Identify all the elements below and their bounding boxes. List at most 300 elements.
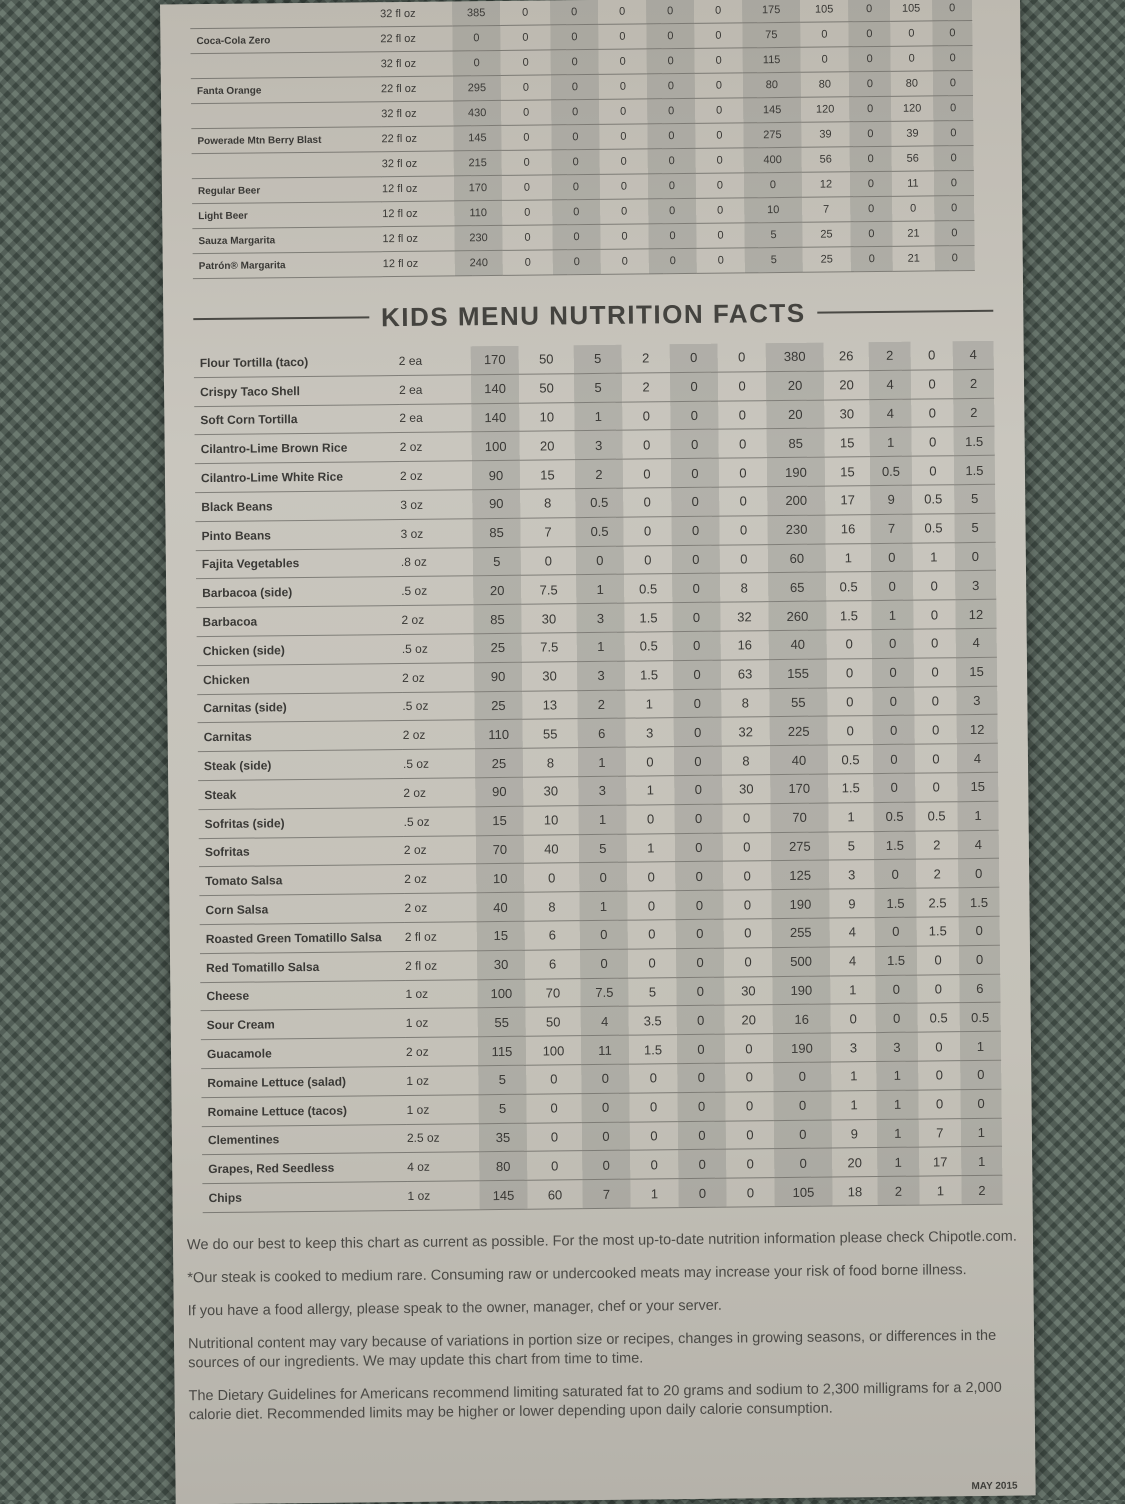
nutrition-value: 0 (648, 198, 696, 224)
nutrition-value: 0 (849, 96, 891, 121)
nutrition-value: 12 (955, 599, 996, 628)
nutrition-value: 0 (626, 747, 674, 776)
nutrition-value: 0 (550, 24, 598, 50)
nutrition-value: 1 (869, 428, 911, 457)
nutrition-value: 0 (677, 1063, 725, 1092)
nutrition-value: 1 (630, 1179, 678, 1208)
nutrition-value: 1.5 (875, 946, 917, 975)
item-name: Clementines (202, 1124, 407, 1155)
nutrition-value: 7 (870, 514, 912, 543)
nutrition-value: 21 (892, 221, 934, 246)
nutrition-value: 25 (475, 748, 523, 777)
nutrition-value: 1 (828, 802, 873, 831)
nutrition-value: 275 (771, 832, 829, 861)
nutrition-value: 0 (624, 545, 672, 574)
title-rule-right (818, 310, 994, 314)
kids-nutrition-table (194, 341, 1003, 1213)
nutrition-value: 0 (579, 863, 627, 892)
serving-size: .5 oz (402, 634, 474, 664)
nutrition-value: 0 (911, 341, 953, 370)
nutrition-value: 0 (580, 920, 628, 949)
nutrition-value: 0 (872, 629, 914, 658)
nutrition-value: 0 (726, 1120, 774, 1149)
note-steak-medium-rare: *Our steak is cooked to medium rare. Consuming raw or undercooked meats may increase your risk of food borne illness. (187, 1262, 967, 1287)
nutrition-value: 35 (479, 1123, 527, 1152)
nutrition-value: 0 (551, 99, 599, 125)
nutrition-value: 56 (802, 147, 850, 173)
nutrition-value: 0 (629, 1064, 677, 1093)
nutrition-value: 0 (500, 25, 550, 51)
nutrition-value: 1 (871, 600, 913, 629)
nutrition-value: 10 (523, 805, 578, 834)
nutrition-value: 0 (933, 70, 973, 95)
serving-size: 3 oz (400, 519, 472, 549)
nutrition-value: 3 (829, 860, 874, 889)
nutrition-value: 5 (473, 547, 521, 576)
serving-size: 1 oz (405, 979, 477, 1009)
nutrition-value: 0 (915, 773, 957, 802)
nutrition-value: 20 (725, 1005, 773, 1034)
nutrition-value: 170 (770, 774, 828, 803)
nutrition-value: 5 (744, 222, 802, 248)
nutrition-value: 0 (580, 949, 628, 978)
nutrition-value: 0 (874, 859, 916, 888)
nutrition-value: 400 (744, 147, 802, 173)
nutrition-value: 6 (525, 949, 580, 978)
nutrition-value: 80 (891, 71, 933, 96)
nutrition-value: 4 (869, 370, 911, 399)
nutrition-value: 6 (578, 719, 626, 748)
nutrition-value: 6 (959, 974, 1000, 1003)
nutrition-value: 0 (647, 98, 695, 124)
serving-size: 2 oz (404, 893, 476, 923)
nutrition-value: 39 (801, 122, 849, 148)
nutrition-value: 50 (519, 345, 574, 374)
nutrition-value: 0 (773, 1062, 831, 1091)
nutrition-value: 0 (672, 574, 720, 603)
nutrition-value: 0 (675, 861, 723, 890)
serving-size: 2.5 oz (407, 1123, 479, 1153)
nutrition-value: 25 (802, 222, 850, 248)
nutrition-value: 0 (719, 515, 767, 544)
nutrition-value: 0 (524, 863, 579, 892)
nutrition-value: 175 (742, 0, 800, 23)
nutrition-value: 140 (471, 374, 519, 403)
nutrition-card (160, 0, 1036, 1504)
nutrition-value: 0.5 (960, 1003, 1001, 1032)
nutrition-value: 1 (578, 747, 626, 776)
nutrition-value: 16 (825, 514, 870, 543)
item-name: Sour Cream (201, 1009, 406, 1040)
item-name: Regular Beer (192, 177, 382, 204)
nutrition-value: 190 (773, 1033, 831, 1062)
nutrition-value: 1 (877, 1147, 919, 1176)
item-name: Cilantro-Lime White Rice (195, 462, 400, 493)
nutrition-value: 80 (479, 1152, 527, 1181)
nutrition-value: 0 (627, 862, 675, 891)
nutrition-value: 0 (526, 1065, 581, 1094)
serving-size: .5 oz (401, 576, 473, 606)
item-name: Steak (side) (198, 750, 403, 781)
nutrition-value: 1 (913, 542, 955, 571)
serving-size: 12 fl oz (382, 201, 454, 227)
nutrition-value: 0 (677, 1034, 725, 1063)
nutrition-value: 0 (723, 832, 771, 861)
nutrition-value: 0 (673, 660, 721, 689)
nutrition-value: 8 (720, 573, 768, 602)
nutrition-value: 0 (598, 24, 646, 50)
serving-size: 32 fl oz (382, 151, 454, 177)
nutrition-value: 0 (670, 344, 718, 373)
serving-size: 2 oz (406, 1037, 478, 1067)
nutrition-value: 5 (628, 977, 676, 1006)
nutrition-value: 25 (474, 691, 522, 720)
nutrition-value: 30 (521, 604, 576, 633)
nutrition-value: 30 (523, 777, 578, 806)
nutrition-value: 20 (473, 576, 521, 605)
nutrition-value: 0 (674, 718, 722, 747)
nutrition-value: 0 (501, 100, 551, 126)
nutrition-value: 0 (848, 21, 890, 46)
nutrition-value: 0 (552, 174, 600, 200)
nutrition-value: 200 (767, 486, 825, 515)
nutrition-value: 40 (769, 630, 827, 659)
nutrition-value: 39 (891, 121, 933, 146)
nutrition-value: 0 (551, 49, 599, 75)
nutrition-value: 0 (675, 890, 723, 919)
nutrition-value: 26 (824, 342, 869, 371)
nutrition-value: 11 (892, 171, 934, 196)
nutrition-value: 0 (628, 920, 676, 949)
nutrition-value: 0 (719, 458, 767, 487)
nutrition-value: 1.5 (953, 427, 994, 456)
nutrition-value: 190 (767, 457, 825, 486)
nutrition-value: 17 (919, 1147, 961, 1176)
nutrition-value: 5 (829, 831, 874, 860)
note-nutritional-variation: Nutritional content may vary because of variations in portion size or recipes, changes in growing seasons, or differences in the sources of our ingredients. We may update this chart from time to time. (187, 1327, 997, 1372)
serving-size: 22 fl oz (380, 26, 452, 52)
nutrition-value: 0 (725, 1063, 773, 1092)
nutrition-value: 90 (472, 460, 520, 489)
nutrition-value: 0.5 (912, 513, 954, 542)
nutrition-value: 0 (674, 775, 722, 804)
nutrition-value: 8 (721, 688, 769, 717)
nutrition-value: 4 (956, 628, 997, 657)
nutrition-value: 0 (551, 74, 599, 100)
nutrition-value: 70 (770, 803, 828, 832)
nutrition-value: 0 (723, 890, 771, 919)
nutrition-value: 3 (956, 686, 997, 715)
nutrition-value: 295 (453, 75, 501, 101)
nutrition-value: 0 (648, 173, 696, 199)
nutrition-value: 1.5 (625, 660, 673, 689)
nutrition-value: 1 (626, 776, 674, 805)
serving-size: 3 oz (400, 490, 472, 520)
item-name: Fanta Orange (191, 77, 381, 104)
nutrition-value: 40 (476, 892, 524, 921)
nutrition-value: 115 (478, 1036, 526, 1065)
nutrition-value: 215 (454, 150, 502, 176)
nutrition-value: 120 (891, 96, 933, 121)
item-name: Coca-Cola Zero (190, 27, 380, 54)
nutrition-value: 15 (520, 460, 575, 489)
nutrition-value: 4 (581, 1006, 629, 1035)
nutrition-value: 0 (622, 401, 670, 430)
nutrition-value: 20 (824, 370, 869, 399)
item-name: Light Beer (192, 202, 382, 229)
nutrition-value: 3 (577, 661, 625, 690)
nutrition-value: 0 (647, 48, 695, 74)
nutrition-value: 275 (743, 122, 801, 148)
item-name: Cilantro-Lime Brown Rice (195, 433, 400, 464)
nutrition-value: 0 (955, 542, 996, 571)
nutrition-value: 0 (626, 804, 674, 833)
kids-menu-title: KIDS MENU NUTRITION FACTS (380, 297, 806, 332)
nutrition-value: 5 (954, 484, 995, 513)
serving-size: .8 oz (401, 547, 473, 577)
nutrition-value: 0 (726, 1149, 774, 1178)
nutrition-value: 0 (649, 248, 697, 274)
nutrition-value: 255 (772, 918, 830, 947)
nutrition-value: 0 (627, 891, 675, 920)
nutrition-value: 0 (850, 171, 892, 196)
nutrition-value: 15 (825, 457, 870, 486)
nutrition-value: 225 (770, 716, 828, 745)
nutrition-value: 7 (582, 1179, 630, 1208)
nutrition-value: 0 (676, 977, 724, 1006)
nutrition-value: 0 (915, 715, 957, 744)
nutrition-value: 0.5 (870, 456, 912, 485)
nutrition-value: 85 (767, 428, 825, 457)
nutrition-value: 1 (960, 1031, 1001, 1060)
nutrition-value: 1 (576, 575, 624, 604)
nutrition-value: 0 (871, 543, 913, 572)
nutrition-value: 0 (501, 75, 551, 101)
item-name: Chips (202, 1182, 407, 1213)
nutrition-value: 5 (745, 247, 803, 273)
nutrition-value: 0 (932, 0, 972, 21)
nutrition-value: 0 (694, 0, 742, 23)
nutrition-value: 0 (694, 23, 742, 49)
nutrition-value: 4 (958, 830, 999, 859)
nutrition-value: 0.5 (918, 1003, 960, 1032)
nutrition-value: 2 (953, 398, 994, 427)
nutrition-value: 0 (453, 50, 501, 76)
nutrition-value: 4 (830, 946, 875, 975)
nutrition-value: 3 (576, 603, 624, 632)
nutrition-value: 0 (502, 150, 552, 176)
item-name: Soft Corn Tortilla (194, 404, 399, 435)
nutrition-value: 0 (527, 1151, 582, 1180)
nutrition-value: 0.5 (915, 801, 957, 830)
nutrition-value: 0 (670, 401, 718, 430)
nutrition-value: 0 (501, 125, 551, 151)
nutrition-value: 105 (774, 1177, 832, 1206)
title-rule-left (193, 316, 369, 320)
nutrition-value: 55 (478, 1008, 526, 1037)
nutrition-value: 1.5 (629, 1035, 677, 1064)
nutrition-value: 0 (599, 49, 647, 75)
nutrition-value: 0 (628, 948, 676, 977)
nutrition-value: 5 (478, 1094, 526, 1123)
nutrition-value: 0 (600, 149, 648, 175)
nutrition-value: 0 (892, 196, 934, 221)
nutrition-value: 0 (831, 1004, 876, 1033)
nutrition-value: 0 (849, 71, 891, 96)
nutrition-value: 9 (832, 1119, 877, 1148)
nutrition-value: 1.5 (917, 917, 959, 946)
nutrition-value: 0 (647, 123, 695, 149)
nutrition-value: 2 (877, 1176, 919, 1205)
nutrition-value: 0 (873, 773, 915, 802)
nutrition-value: 1.5 (874, 888, 916, 917)
nutrition-value: 0 (918, 1089, 960, 1118)
nutrition-value: 1 (625, 689, 673, 718)
nutrition-value: 0 (959, 916, 1000, 945)
item-name: Pinto Beans (195, 519, 400, 550)
nutrition-value: 0 (502, 175, 552, 201)
nutrition-value: 70 (525, 978, 580, 1007)
nutrition-value: 0 (959, 945, 1000, 974)
item-name (191, 102, 381, 129)
nutrition-value: 0 (600, 224, 648, 250)
nutrition-value: 1.5 (874, 831, 916, 860)
nutrition-value: 0 (720, 544, 768, 573)
nutrition-value: 3.5 (629, 1006, 677, 1035)
nutrition-value: 85 (472, 518, 520, 547)
serving-size: 2 oz (403, 778, 475, 808)
nutrition-value: 0 (914, 629, 956, 658)
nutrition-value: 0 (718, 371, 766, 400)
nutrition-value: 5 (954, 513, 995, 542)
nutrition-value: 9 (870, 485, 912, 514)
nutrition-value: 0 (550, 0, 598, 25)
serving-size: 22 fl oz (381, 76, 453, 102)
nutrition-value: 0 (678, 1121, 726, 1150)
nutrition-value: 0 (850, 146, 892, 171)
nutrition-value: 0 (500, 0, 550, 25)
nutrition-value: 380 (766, 343, 824, 372)
serving-size: 2 oz (400, 432, 472, 462)
nutrition-value: 1 (578, 805, 626, 834)
nutrition-value: 0 (629, 1092, 677, 1121)
serving-size: 2 fl oz (405, 922, 477, 952)
nutrition-value: 0 (934, 145, 974, 170)
nutrition-value: 0 (502, 225, 552, 251)
nutrition-value: 50 (519, 373, 574, 402)
nutrition-value: 7.5 (521, 575, 576, 604)
nutrition-value: 0 (849, 46, 891, 71)
nutrition-value: 3 (831, 1033, 876, 1062)
nutrition-value: 20 (520, 431, 575, 460)
nutrition-value: 0 (891, 46, 933, 71)
nutrition-value: 0 (647, 73, 695, 99)
nutrition-value: 30 (722, 775, 770, 804)
nutrition-value: 145 (453, 125, 501, 151)
nutrition-value: 90 (474, 662, 522, 691)
nutrition-value: 105 (800, 0, 848, 22)
item-name: Romaine Lettuce (tacos) (201, 1095, 406, 1126)
nutrition-value: 7.5 (580, 978, 628, 1007)
nutrition-value: 0 (601, 249, 649, 275)
nutrition-value: 0 (723, 861, 771, 890)
item-name: Red Tomatillo Salsa (200, 951, 405, 982)
item-name: Cheese (200, 980, 405, 1011)
nutrition-value: 170 (454, 175, 502, 201)
nutrition-value: 0 (676, 919, 724, 948)
nutrition-value: 0 (674, 746, 722, 775)
nutrition-value: 240 (455, 250, 503, 276)
nutrition-value: 0 (913, 571, 955, 600)
nutrition-value: 0 (773, 1091, 831, 1120)
nutrition-value: 0 (913, 600, 955, 629)
nutrition-value: 0.5 (624, 574, 672, 603)
nutrition-value: 0.5 (828, 745, 873, 774)
nutrition-value: 1 (831, 1061, 876, 1090)
nutrition-value: 0 (670, 372, 718, 401)
nutrition-value: 17 (825, 486, 870, 515)
nutrition-value: 21 (893, 246, 935, 271)
nutrition-value: 0 (918, 1061, 960, 1090)
nutrition-value: 0 (673, 631, 721, 660)
nutrition-value: 5 (478, 1065, 526, 1094)
nutrition-value: 40 (770, 745, 828, 774)
nutrition-value: 8 (722, 746, 770, 775)
nutrition-value: 0 (725, 1034, 773, 1063)
serving-size: 2 oz (401, 605, 473, 635)
nutrition-value: 0 (677, 1092, 725, 1121)
nutrition-value: 1 (961, 1147, 1002, 1176)
nutrition-value: 30 (724, 976, 772, 1005)
nutrition-value: 15 (475, 806, 523, 835)
nutrition-value: 30 (824, 399, 869, 428)
serving-size: 2 ea (399, 346, 471, 375)
nutrition-value: 1 (826, 543, 871, 572)
nutrition-value: 0 (801, 47, 849, 73)
nutrition-value: 15 (824, 428, 869, 457)
nutrition-value: 4 (830, 918, 875, 947)
item-name: Patrón® Margarita (193, 252, 383, 279)
nutrition-value: 230 (767, 515, 825, 544)
nutrition-value: 0 (918, 1032, 960, 1061)
serving-size: 1 oz (407, 1181, 479, 1211)
nutrition-value: 2 (622, 372, 670, 401)
item-name: Chicken (side) (197, 634, 402, 665)
nutrition-value: 20 (766, 371, 824, 400)
nutrition-value: 16 (721, 631, 769, 660)
nutrition-value: 0 (695, 98, 743, 124)
nutrition-value: 32 (720, 602, 768, 631)
serving-size: 2 oz (400, 461, 472, 491)
nutrition-value: 0 (623, 488, 671, 517)
nutrition-value: 0 (552, 199, 600, 225)
nutrition-value: 7 (520, 517, 575, 546)
nutrition-value: 0 (917, 945, 959, 974)
nutrition-value: 0 (671, 487, 719, 516)
item-name: Guacamole (201, 1038, 406, 1069)
nutrition-value: 0 (873, 744, 915, 773)
nutrition-value: 1 (830, 975, 875, 1004)
nutrition-value: 0 (851, 246, 893, 271)
nutrition-value: 0 (934, 170, 974, 195)
nutrition-value: 0 (827, 658, 872, 687)
nutrition-value: 40 (524, 834, 579, 863)
nutrition-value: 1 (876, 1090, 918, 1119)
item-name: Sofritas (side) (198, 807, 403, 838)
nutrition-value: 3 (578, 776, 626, 805)
nutrition-value: 15 (956, 657, 997, 686)
nutrition-value: 170 (471, 346, 519, 375)
